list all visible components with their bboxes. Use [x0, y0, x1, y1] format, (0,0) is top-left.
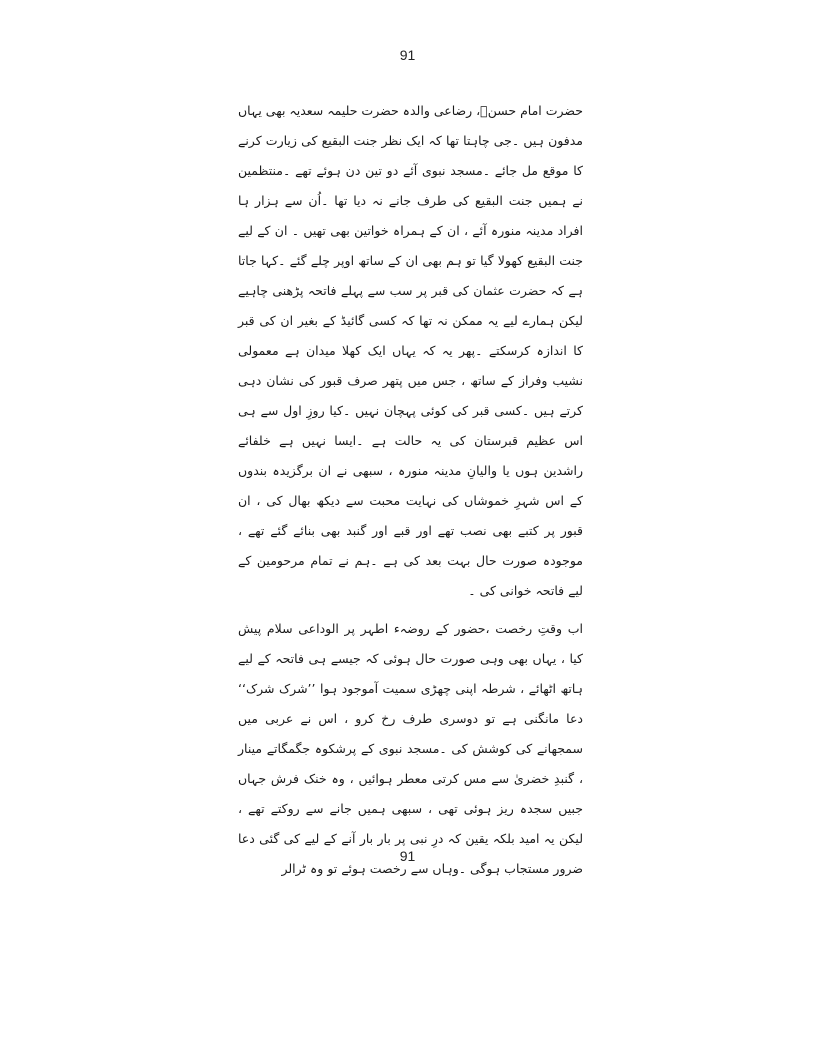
page-number-top: 91 — [399, 47, 416, 63]
paragraph-2: اب وقتِ رخصت ،حضور کے روضہء اطہر پر الوداعی سلام پیش کیا ، یہاں بھی وہی صورت حال ہوئی کہ جیسے ہی فاتحہ کے لیے ہاتھ اٹھائے ، شرطہ اپنی چھڑی سمیت آموجود ہوا ’’شرک شرک‘‘ دعا مانگنی ہے تو دوسری طرف رخ کرو ، اس نے عربی میں سمجھانے کی کوشش کی ۔مسجد نبوی کے پرشکوہ جگمگاتے مینار ، گنبدِ خضریٰ سے مس کرتی معطر ہوائیں ، وہ خنک فرش جہاں جبیں سجدہ ریز ہوئی تھی ، سبھی ہمیں جانے سے روکتے تھے ، لیکن یہ امید بلکہ یقین کہ درِ نبی پر بار بار آنے کے لیے کی گئی دعا ضرور مستجاب ہوگی ۔وہاں سے رخصت ہوئے تو وہ ٹرالر — [238, 621, 583, 876]
body-text — [238, 96, 583, 884]
page-number-bottom: 91 — [399, 848, 416, 864]
paragraph-1: حضرت امام حسنؓ، رضاعی والدہ حضرت حلیمہ سعدیہ بھی یہاں مدفون ہیں ۔جی چاہتا تھا کہ ایک نظر جنت البقیع کی زیارت کرنے کا موقع مل جائے ۔مسجد نبوی آئے دو تین دن ہوئے تھے ۔منتظمین نے ہمیں جنت البقیع کی طرف جانے نہ دیا تھا ۔اُن سے ہزار ہا افراد مدینہ منورہ آئے ، ان کے ہمراہ خواتین بھی تھیں ۔ ان کے لیے جنت البقیع کھولا گیا تو ہم بھی ان کے ساتھ اوپر چلے گئے ۔کہا جاتا ہے کہ حضرت عثمان کی قبر پر سب سے پہلے فاتحہ پڑھنی چاہیے لیکن ہمارے لیے یہ ممکن نہ تھا کہ کسی گائیڈ کے بغیر ان کی قبر کا اندازہ کرسکتے ۔پھر یہ کہ یہاں ایک کھلا میدان ہے معمولی نشیب وفراز کے ساتھ ، جس میں پتھر صرف قبور کی نشان دہی کرتے ہیں ۔کسی قبر کی کوئی پہچان نہیں ۔کیا روزِ اول سے ہی اس عظیم قبرستان کی یہ حالت ہے ۔ایسا نہیں ہے خلفائے راشدین ہوں یا والیانِ مدینہ منورہ ، سبھی نے ان برگزیدہ بندوں کے اس شہرِ خموشاں کی نہایت محبت سے دیکھ بھال کی ، ان قبور پر کتبے بھی نصب تھے اور قبے اور گنبد بھی بنائے گئے تھے ، موجودہ صورت حال بہت بعد کی ہے ۔ہم نے تمام مرحومین کے لیے فاتحہ خوانی کی ۔ — [238, 103, 583, 598]
